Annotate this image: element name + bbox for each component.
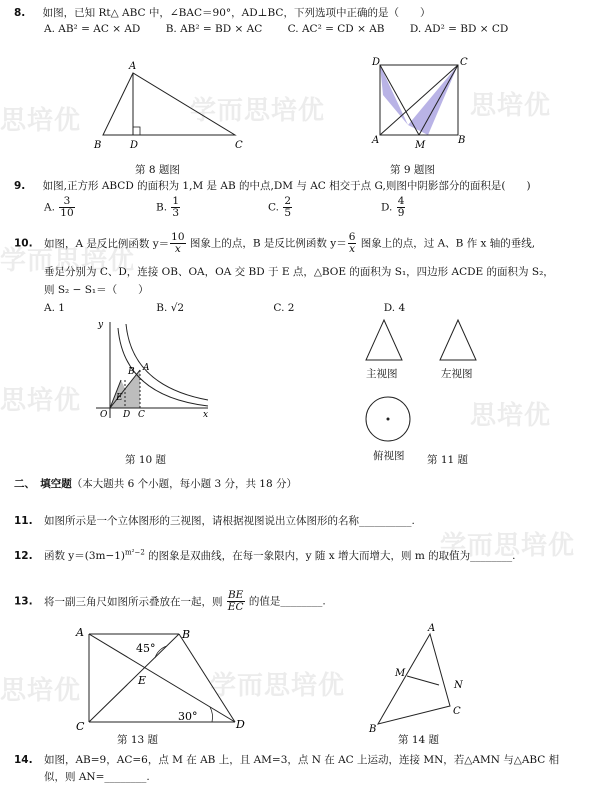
angle-label: 30°	[178, 710, 198, 723]
view-label-front: 主视图	[366, 368, 398, 380]
point-label: C	[453, 706, 461, 717]
figure-9	[370, 55, 470, 155]
option-d: D. AD² = BD × CD	[409, 23, 509, 35]
point-label: A	[428, 623, 436, 634]
denominator: 3	[172, 207, 180, 220]
axis-label: y	[98, 320, 104, 330]
section-title: 二、 填空题	[14, 478, 72, 490]
point-label: N	[454, 680, 463, 691]
fraction	[348, 232, 357, 255]
option-b: B. √2	[156, 302, 185, 314]
point-label: A	[129, 61, 137, 72]
question-stem: 将一副三角尺如图所示叠放在一起，则	[43, 595, 223, 608]
point-label: A	[372, 135, 380, 146]
question-number: 9.	[14, 180, 26, 192]
point-label: C	[460, 57, 468, 68]
point-label: C	[235, 140, 243, 151]
question-stem-line: 则 S₂ − S₁＝（ ）	[44, 284, 149, 296]
question-number: 13.	[14, 595, 33, 608]
option-label: C.	[268, 201, 279, 214]
question-stem: 的值是________.	[248, 595, 326, 608]
denominator: 10	[60, 207, 74, 220]
question-12	[14, 548, 515, 563]
numerator: 6	[348, 231, 356, 243]
question-number: 10.	[14, 237, 33, 250]
fraction	[171, 196, 180, 219]
fraction	[170, 232, 185, 255]
fraction	[397, 196, 406, 219]
point-label: M	[415, 140, 426, 151]
question-stem: 的图象是双曲线，在每一象限内，y 随 x 增大而增大，则 m 的取值为________.	[144, 550, 516, 562]
question-stem: 如图所示是一个立体图形的三视图，请根据视图说出立体图形的名称__________.	[43, 515, 415, 527]
question-number: 12.	[14, 550, 33, 562]
point-label: D	[130, 140, 139, 151]
options-row	[44, 23, 508, 35]
angle-label: 45°	[136, 642, 156, 655]
question-stem: 图象上的点，过 A、B 作 x 轴的垂线,	[357, 237, 536, 250]
watermark: 思培优	[0, 676, 82, 706]
watermark: 思培优	[0, 386, 82, 416]
question-number: 14.	[14, 754, 33, 766]
question-stem: 如图，已知 Rt△ ABC 中，∠BAC＝90°，AD⊥BC，下列选项中正确的是（ ）	[42, 7, 431, 19]
watermark: 学而思培优	[190, 96, 326, 126]
point-label: O	[100, 410, 108, 420]
watermark: 学而思培优	[440, 531, 576, 561]
question-9	[14, 178, 531, 193]
fraction	[59, 196, 74, 219]
point-label: E	[138, 674, 147, 687]
option-b	[156, 196, 181, 219]
side-view-triangle	[440, 320, 476, 360]
section-header	[14, 476, 297, 491]
question-number: 8.	[14, 7, 26, 19]
option-c	[268, 196, 293, 219]
numerator: 3	[59, 196, 74, 208]
figure-caption: 第 13 题	[117, 734, 159, 746]
shaded-region	[380, 65, 408, 125]
question-14	[14, 752, 559, 767]
point-label: B	[458, 135, 466, 146]
point-label: D	[123, 410, 131, 420]
question-13	[14, 590, 326, 613]
option-c: C. AC² = CD × AB	[287, 23, 385, 35]
numerator: 2	[284, 195, 292, 207]
fraction	[283, 196, 292, 219]
question-stem: 如图，AB=9，AC=6，点 M 在 AB 上，且 AM=3，点 N 在 AC 上运动，连接 MN，若△AMN 与△ABC 相	[43, 754, 560, 766]
question-11	[14, 513, 415, 528]
question-stem-line: 似，则 AN=________.	[44, 771, 150, 783]
point-label: D	[372, 57, 381, 68]
option-c: C. 2	[273, 302, 295, 314]
figure-caption: 第 11 题	[427, 454, 469, 466]
section-note: （本大题共 6 个小题，每小题 3 分，共 18 分）	[71, 478, 297, 490]
view-label-top: 俯视图	[373, 450, 405, 462]
question-10	[14, 232, 535, 255]
view-label-side: 左视图	[441, 368, 473, 380]
watermark: 学而思培优	[0, 246, 136, 276]
denominator: EC	[227, 601, 244, 614]
center-dot	[387, 418, 390, 421]
figure-caption: 第 10 题	[125, 454, 167, 466]
option-label: A.	[44, 201, 55, 214]
figure-caption: 第 9 题图	[390, 164, 435, 176]
question-stem: 如图，A 是反比例函数 y＝	[43, 237, 170, 250]
option-label: D.	[381, 201, 393, 214]
point-label: E	[116, 393, 123, 403]
options-row	[44, 302, 405, 314]
figure-10	[88, 318, 213, 423]
denominator: x	[174, 243, 181, 256]
watermark: 思培优	[470, 401, 552, 431]
option-a	[44, 196, 76, 219]
figure-caption: 第 14 题	[398, 734, 440, 746]
axis-label: x	[203, 410, 209, 420]
question-stem: 图象上的点，B 是反比例函数 y＝	[186, 237, 347, 250]
point-label: B	[369, 724, 377, 734]
option-a: A. 1	[44, 302, 65, 314]
watermark: 思培优	[470, 91, 552, 121]
point-label: D	[236, 718, 245, 731]
figure-11	[358, 316, 498, 466]
point-label: A	[76, 626, 84, 639]
option-label: B.	[156, 201, 168, 214]
point-label: C	[138, 410, 145, 420]
question-stem: 函数 y＝(3m−1)	[43, 550, 126, 562]
option-a: A. AB² = AC × AD	[44, 23, 141, 35]
watermark: 思培优	[0, 106, 82, 136]
shaded-region	[408, 65, 458, 135]
denominator: 9	[397, 207, 405, 220]
question-8	[14, 5, 430, 20]
exponent: m²−2	[125, 548, 145, 557]
point-label: C	[76, 720, 85, 733]
figure-caption: 第 8 题图	[135, 164, 180, 176]
point-label: B	[94, 140, 102, 151]
numerator: BE	[227, 589, 244, 601]
point-label: A	[143, 363, 150, 373]
front-view-triangle	[366, 320, 402, 360]
fraction	[227, 590, 245, 613]
numerator: 4	[397, 195, 405, 207]
numerator: 1	[172, 195, 180, 207]
point-label: B	[182, 628, 191, 641]
option-b: B. AB² = BD × AC	[165, 23, 263, 35]
figure-13	[70, 624, 260, 734]
numerator: 10	[171, 231, 185, 243]
denominator: 5	[284, 207, 292, 220]
denominator: x	[349, 243, 355, 256]
point-label: B	[128, 367, 135, 377]
question-stem-line: 垂足分别为 C、D，连接 OB、OA，OA 交 BD 于 E 点，△BOE 的面积为 S₁，四边形 ACDE 的面积为 S₂，	[44, 266, 554, 278]
figure-8	[90, 55, 250, 155]
watermark: 学而思培优	[210, 671, 346, 701]
point-label: M	[395, 668, 406, 679]
option-d	[381, 196, 406, 219]
question-stem: 如图,正方形 ABCD 的面积为 1,M 是 AB 的中点,DM 与 AC 相交于点 G,则图中阴影部分的面积是( )	[42, 180, 531, 192]
option-d: D. 4	[383, 302, 406, 314]
figure-14	[365, 622, 485, 734]
question-number: 11.	[14, 515, 33, 527]
